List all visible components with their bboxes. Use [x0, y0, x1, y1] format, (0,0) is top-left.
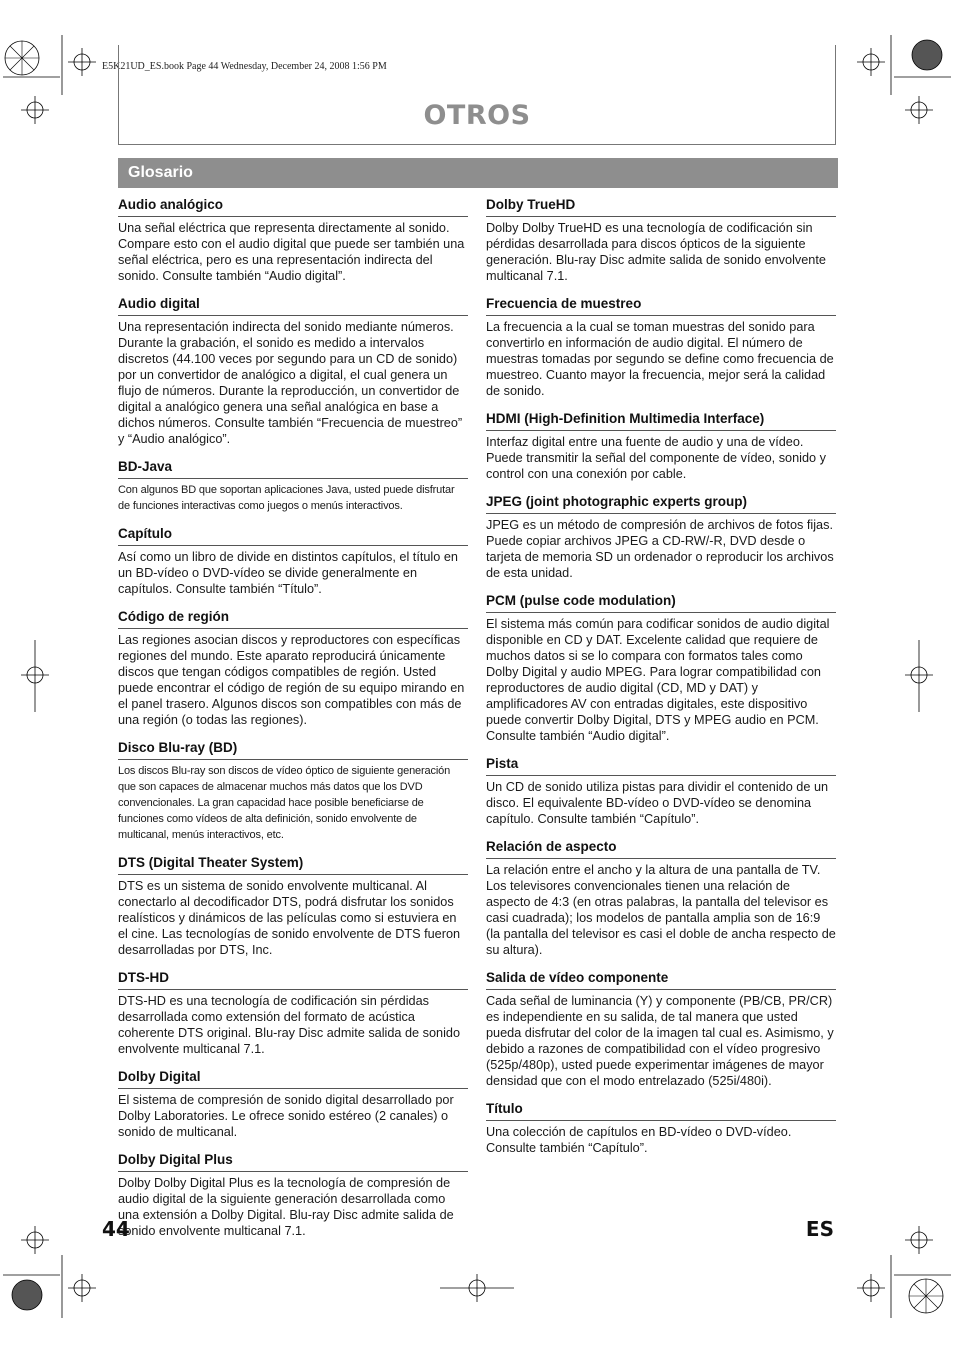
glossary-term: HDMI (High-Definition Multimedia Interface)	[486, 410, 836, 431]
glossary-entry	[486, 755, 836, 827]
left-column	[118, 196, 468, 1250]
section-title: Glosario	[128, 164, 193, 181]
glossary-term: DTS (Digital Theater System)	[118, 854, 468, 875]
glossary-definition: Una señal eléctrica que representa directamente al sonido. Compare esto con el audio digital que puede ser también una señal eléctrica, pero es una representación indirecta del sonido. Consulte también “Audio digital”.	[118, 221, 465, 283]
registration-dot	[12, 1280, 42, 1310]
glossary-term: Pista	[486, 755, 836, 776]
glossary-definition: Así como un libro de divide en distintos capítulos, el título en un BD-vídeo o DVD-vídeo se divide generalmente en capítulos. Consulte también “Título”.	[118, 550, 458, 596]
glossary-term: Código de región	[118, 608, 468, 629]
crosshair-mark	[905, 640, 933, 712]
book-header: E5K21UD_ES.book Page 44 Wednesday, December 24, 2008 1:56 PM	[102, 61, 387, 72]
glossary-term: Dolby TrueHD	[486, 196, 836, 217]
crosshair-mark	[68, 48, 96, 76]
crosshair-mark	[905, 96, 933, 124]
crosshair-mark	[440, 1274, 514, 1302]
glossary-definition: Las regiones asocian discos y reproductores con específicas regiones del mundo. Este aparato reproducirá únicamente discos que tengan códigos compatibles de región. Usted puede encontrar el código de región de su equipo mirando en el panel trasero. Algunos discos son compatibles con más de una región (o todas las regiones).	[118, 633, 465, 727]
glossary-entry	[118, 525, 468, 597]
glossary-definition: Dolby Dolby Digital Plus es la tecnología de compresión de audio digital de la siguiente generación desarrollada como una extensión a Dolby Digital. Blu-ray Disc admite salida de sonido envolvente multicanal 7.1.	[118, 1176, 454, 1238]
language-code: ES	[805, 1217, 834, 1241]
registration-dot	[912, 40, 942, 70]
glossary-entry	[118, 458, 468, 514]
glossary-term: BD-Java	[118, 458, 468, 479]
glossary-definition: La frecuencia a la cual se toman muestras del sonido para convertirlo en información de audio digital. El número de muestras tomadas por segundo se define como frecuencia de muestreo. Cuanto mayor la frecuencia, mejor será la calidad de sonido.	[486, 320, 834, 398]
glossary-entry	[486, 838, 836, 958]
section-bar	[118, 158, 838, 188]
glossary-definition: El sistema más común para codificar sonidos de audio digital disponible en CD y DAT. Excelente calidad que requiere de muchos datos si se lo compara con formatos tales como Dolby Digital y audio MPEG. Para lograr compatibilidad con reproductores de audio digital (CD, MD y DAT) y amplificadores AV con entradas digitales, este dispositivo puede convertir Dolby Digital, DTS y MPEG audio en PCM. Consulte también “Audio digital”.	[486, 617, 830, 743]
page-title: OTROS	[423, 100, 531, 131]
glossary-term: Dolby Digital Plus	[118, 1151, 468, 1172]
glossary-term: PCM (pulse code modulation)	[486, 592, 836, 613]
glossary-definition: Una colección de capítulos en BD-vídeo o DVD-vídeo. Consulte también “Capítulo”.	[486, 1125, 792, 1155]
crosshair-mark	[21, 640, 49, 712]
glossary-definition: DTS es un sistema de sonido envolvente multicanal. Al conectarlo al decodificador DTS, podrá disfrutar los sonidos realísticos y dinámicos de las películas como si estuviera en el cine. Las tecnologías de sonido envolvente de DTS fueron desarrolladas por DTS, Inc.	[118, 879, 461, 957]
glossary-entry	[118, 608, 468, 728]
glossary-term: Frecuencia de muestreo	[486, 295, 836, 316]
glossary-definition: Un CD de sonido utiliza pistas para dividir el contenido de un disco. El equivalente BD-vídeo o DVD-vídeo se denomina capítulo. Consulte también “Capítulo”.	[486, 780, 829, 826]
glossary-entry	[118, 196, 468, 284]
glossary-entry	[486, 295, 836, 399]
glossary-term: Título	[486, 1100, 836, 1121]
crosshair-mark	[857, 1274, 885, 1302]
glossary-definition: El sistema de compresión de sonido digital desarrollado por Dolby Laboratories. Le ofrece sonido estéreo (2 canales) o sonido de multicanal.	[118, 1093, 454, 1139]
glossary-definition: Una representación indirecta del sonido mediante números. Durante la grabación, el sonido es medido a intervalos discretos (44.100 veces por segundo para un CD de sonido) por un convertidor de analógico a digital, el cual genera un flujo de números. Durante la reproducción, un convertidor de digital a analógico genera una señal analógica en base a dichos números. Consulte también “Frecuencia de muestreo” y “Audio analógico”.	[118, 320, 463, 446]
glossary-term: Audio digital	[118, 295, 468, 316]
glossary-definition: Con algunos BD que soportan aplicaciones Java, usted puede disfrutar de funciones interactivas como juegos o menús interactivos.	[118, 484, 455, 512]
glossary-entry	[118, 969, 468, 1057]
glossary-term: Dolby Digital	[118, 1068, 468, 1089]
glossary-entry	[118, 739, 468, 843]
glossary-entry	[486, 410, 836, 482]
glossary-term: DTS-HD	[118, 969, 468, 990]
crosshair-mark	[68, 1274, 96, 1302]
glossary-definition: La relación entre el ancho y la altura de una pantalla de TV. Los televisores convencionales tienen una relación de aspecto de 4:3 (en otras palabras, la pantalla del televisor es casi cuadrada); los modelos de pantalla amplia son de 16:9 (la pantalla del televisor es casi el doble de ancha respecto de su altura).	[486, 863, 836, 957]
glossary-entry	[486, 493, 836, 581]
glossary-definition: Interfaz digital entre una fuente de audio y una de vídeo. Puede transmitir la señal del componente de vídeo, sonido y control con una conexión por cable.	[486, 435, 826, 481]
glossary-definition: DTS-HD es una tecnología de codificación sin pérdidas desarrollada como extensión del formato de acústica coherente DTS original. Blu-ray Disc admite salida de sonido envolvente multicanal 7.1.	[118, 994, 461, 1056]
glossary-entry	[118, 295, 468, 447]
glossary-definition: Los discos Blu-ray son discos de vídeo óptico de siguiente generación que son capaces de almacenar muchos más datos que los DVD convencionales. La gran capacidad hace posible beneficiarse de funciones como vídeos de alta definición, sonido envolvente de multicanal, menús interactivos, etc.	[118, 765, 451, 841]
glossary-definition: Dolby Dolby TrueHD es una tecnología de codificación sin pérdidas desarrollada para discos ópticos de la siguiente generación. Blu-ray Disc admite salida de sonido envolvente multicanal 7.1.	[486, 221, 826, 283]
right-column	[486, 196, 836, 1167]
glossary-entry	[486, 1100, 836, 1156]
page-number: 44	[102, 1217, 130, 1241]
glossary-definition: Cada señal de luminancia (Y) y componente (PB/CB, PR/CR) es independiente en su salida, de tal manera que usted pueda disfrutar del color de la imagen tal cual es. Asimismo, y debido a razones de compatibilidad con el vídeo progresivo (525p/480p), usted puede experimentar imágenes de mayor densidad que con el modo entrelazado (525i/480i).	[486, 994, 834, 1088]
glossary-term: Audio analógico	[118, 196, 468, 217]
crosshair-mark	[905, 1226, 933, 1254]
crosshair-mark	[21, 1226, 49, 1254]
glossary-entry	[118, 854, 468, 958]
glossary-term: Disco Blu-ray (BD)	[118, 739, 468, 760]
glossary-entry	[486, 969, 836, 1089]
glossary-term: Salida de vídeo componente	[486, 969, 836, 990]
glossary-entry	[118, 1068, 468, 1140]
crosshair-mark	[21, 96, 49, 124]
glossary-term: Capítulo	[118, 525, 468, 546]
crosshair-mark	[857, 48, 885, 76]
glossary-entry	[118, 1151, 468, 1239]
glossary-definition: JPEG es un método de compresión de archivos de fotos fijas. Puede copiar archivos JPEG a CD-RW/-R, DVD desde o tarjeta de memoria SD un ordenador o reproducir los archivos de esta unidad.	[486, 518, 834, 580]
glossary-term: Relación de aspecto	[486, 838, 836, 859]
glossary-entry	[486, 196, 836, 284]
glossary-entry	[486, 592, 836, 744]
glossary-term: JPEG (joint photographic experts group)	[486, 493, 836, 514]
